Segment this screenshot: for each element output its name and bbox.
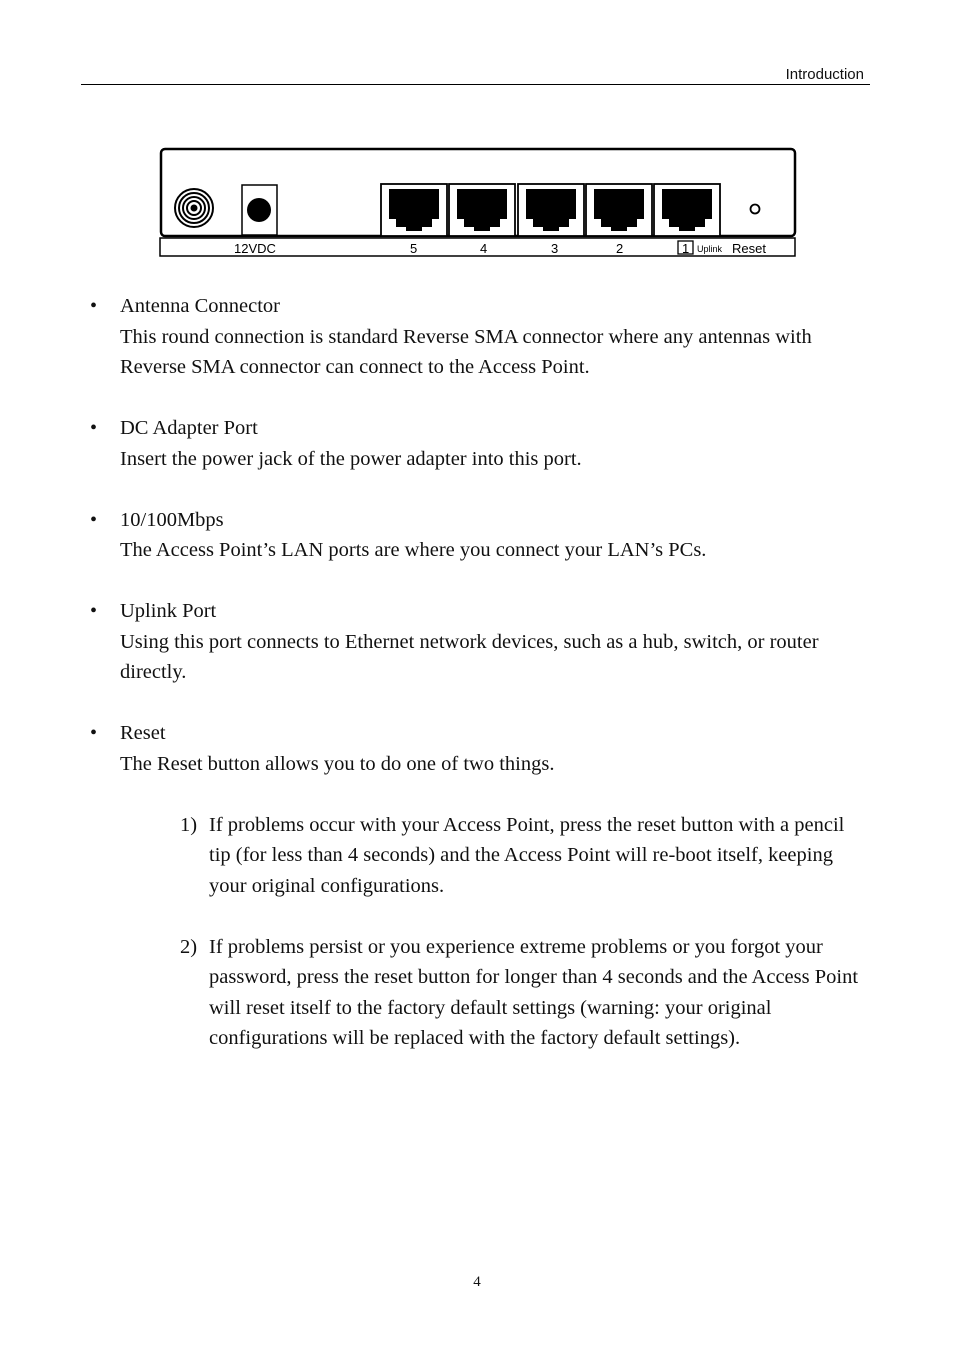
bullet-icon: • [90,508,98,531]
step-marker: 1) [180,813,198,836]
list-item [88,505,868,566]
label-port-4: 4 [480,241,488,256]
label-port-5: 5 [410,241,418,256]
label-port-3: 3 [551,241,559,256]
item-title: Antenna Connector [120,295,280,317]
lan-port-3-icon [518,184,584,236]
step-text: If problems occur with your Access Point, press the reset button with a pencil tip (for less than 4 seconds) and the Access Point will re-boot itself, keeping your original configurations. [209,813,845,897]
item-title: DC Adapter Port [120,417,258,439]
label-port-2: 2 [616,241,624,256]
numbered-item [180,932,868,1054]
rear-panel-diagram [158,147,798,259]
dc-power-port-icon [242,185,277,235]
lan-port-4-icon [449,184,515,236]
label-port-1: 1 [682,241,690,256]
document-body [88,291,868,1084]
item-description: The Reset button allows you to do one of two things. [120,752,555,775]
list-item [88,718,868,1054]
item-description: Insert the power jack of the power adapter into this port. [120,447,582,470]
page-number: 4 [473,1274,481,1290]
list-item [88,596,868,688]
item-description: The Access Point’s LAN ports are where you connect your LAN’s PCs. [120,539,707,561]
list-item [88,291,868,383]
item-title: Reset [120,722,166,744]
bullet-icon: • [90,295,98,317]
page-header [81,66,870,85]
bullet-icon: • [90,600,98,622]
label-12vdc: 12VDC [234,241,276,256]
item-description: This round connection is standard Reverse SMA connector where any antennas with Reverse SMA connector can connect to the Access Point. [120,325,812,378]
bullet-icon: • [90,417,98,439]
bullet-icon: • [90,722,98,744]
lan-port-1-uplink-icon [654,184,720,236]
list-item [88,413,868,474]
reset-steps [120,810,868,1054]
lan-port-2-icon [586,184,652,236]
numbered-item [180,810,868,902]
step-marker: 2) [180,935,198,958]
item-description: Using this port connects to Ethernet network devices, such as a hub, switch, or router directly. [120,630,819,683]
item-title: Uplink Port [120,600,217,622]
step-text: If problems persist or you experience extreme problems or you forgot your password, press the reset button for longer than 4 seconds and the Access Point will reset itself to the factory default settings (warning: your original configurations will be replaced with the factory default settings). [209,935,859,1049]
item-title: 10/100Mbps [120,508,224,531]
label-uplink: Uplink [697,244,723,254]
lan-port-5-icon [381,184,447,236]
label-reset: Reset [732,241,766,256]
reset-button-icon [751,205,760,214]
header-title: Introduction [785,66,864,83]
